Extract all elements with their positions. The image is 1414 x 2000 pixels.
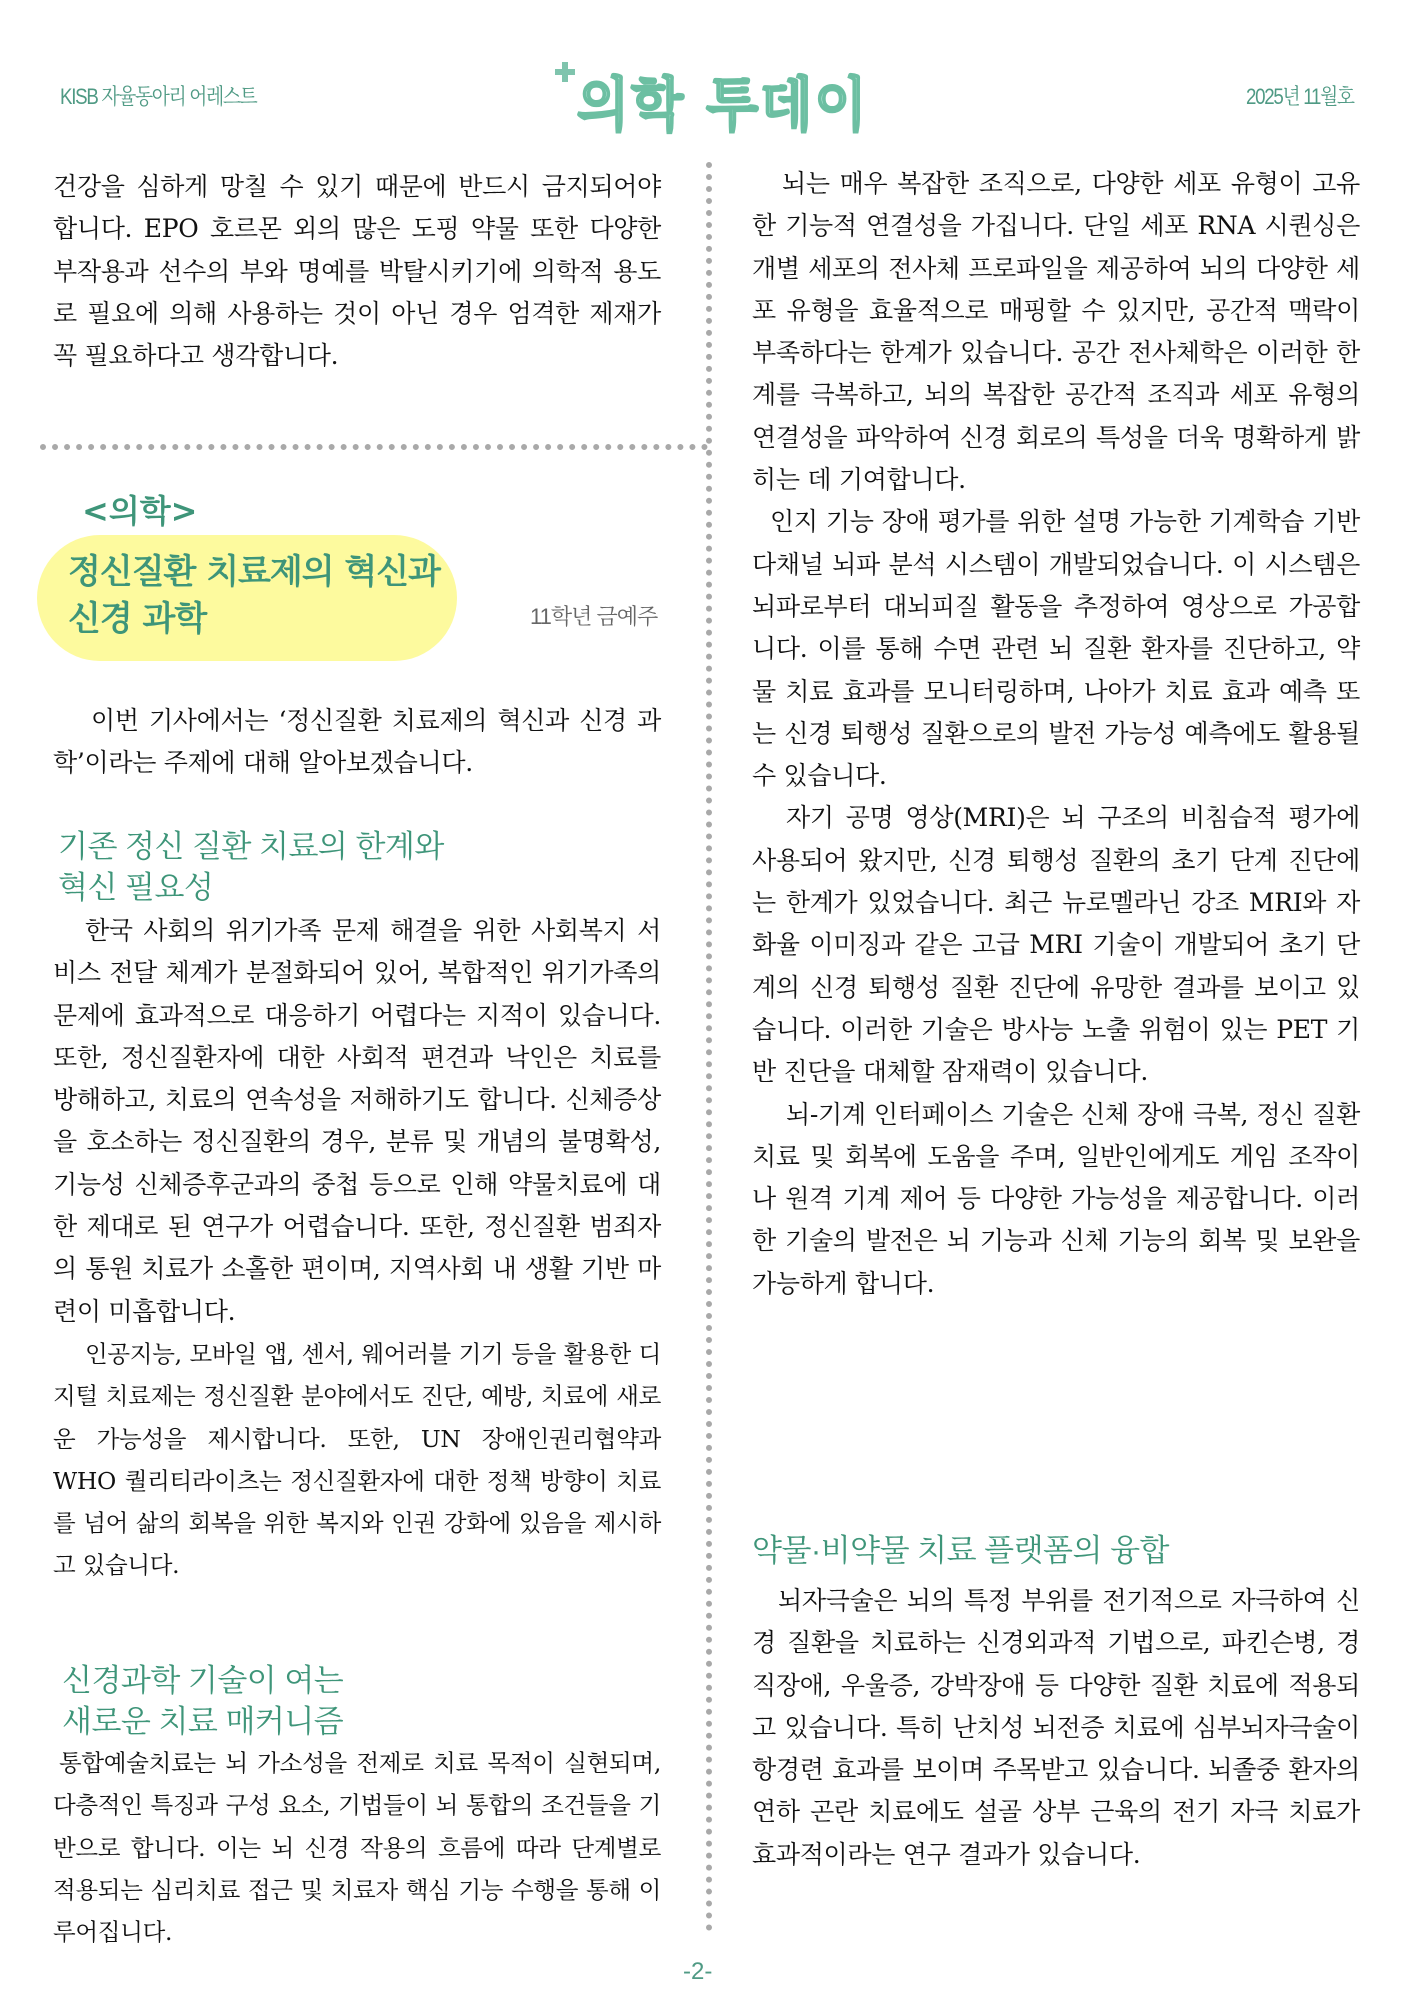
medical-plus-icon [555,62,575,82]
section-heading-1-line1: 기존 정신 질환 치료의 한계와 [58,829,444,864]
article-title [68,549,440,643]
issue-date: 2025년 11월호 [1246,84,1354,109]
section-3-body [752,1580,1360,1876]
section-1-paragraph-1: 한국 사회의 위기가족 문제 해결을 위한 사회복지 서비스 전달 체계가 분절화되어 있어, 복합적인 위기가족의 문제에 효과적으로 대응하기 어렵다는 지적이 있습니다. 또한, 정신질환자에 대한 사회적 편견과 낙인은 치료를 방해하고, 치료의 연속성을 저해하기도 합니다. 신체증상을 호소하는 정신질환의 경우, 분류 및 개념의 불명확성, 기능성 신체증후군과의 중첩 등으로 인해 약물치료에 대한 제대로 된 연구가 어렵습니다. 또한, 정신질환 범죄자의 통원 치료가 소홀한 편이며, 지역사회 내 생활 기반 마련이 미흡합니다. [53,916,661,1326]
club-name: KISB 자율동아리 어레스트 [60,84,257,109]
right-paragraph-1: 뇌는 매우 복잡한 조직으로, 다양한 세포 유형이 고유한 기능적 연결성을 가집니다. 단일 세포 RNA 시퀀싱은 개별 세포의 전사체 프로파일을 제공하여 뇌의 다양한 세포 유형을 효율적으로 매핑할 수 있지만, 공간적 맥락이 부족하다는 한계가 있습니다. 공간 전사체학은 이러한 한계를 극복하고, 뇌의 복잡한 공간적 조직과 세포 유형의 연결성을 파악하여 신경 회로의 특성을 더욱 명확하게 밝히는 데 기여합니다. [752,169,1360,495]
right-paragraph-4: 뇌-기계 인터페이스 기술은 신체 장애 극복, 정신 질환 치료 및 회복에 도움을 주며, 일반인에게도 게임 조작이나 원격 기계 제어 등 다양한 가능성을 제공합니다. 이러한 기술의 발전은 뇌 기능과 신체 기능의 회복 및 보완을 가능하게 합니다. [752,1099,1360,1298]
newsletter-title: 의학 투데이 [577,70,869,139]
section-heading-2-line2: 새로운 치료 매커니즘 [62,1704,344,1739]
article-category: <의학> [82,492,198,530]
section-1-paragraph-2: 인공지능, 모바일 앱, 센서, 웨어러블 기기 등을 활용한 디지털 치료제는 정신질환 분야에서도 진단, 예방, 치료에 새로운 가능성을 제시합니다. 또한, UN 장애인권리협약과 WHO 퀄리티라이츠는 정신질환자에 대한 정책 방향이 치료를 넘어 삶의 회복을 위한 복지와 인권 강화에 있음을 제시하고 있습니다. [53,1339,661,1580]
right-paragraph-2: 인지 기능 장애 평가를 위한 설명 가능한 기계학습 기반 다채널 뇌파 분석 시스템이 개발되었습니다. 이 시스템은 뇌파로부터 대뇌피질 활동을 추정하여 영상으로 가공합니다. 이를 통해 수면 관련 뇌 질환 환자를 진단하고, 약물 치료 효과를 모니터링하며, 나아가 치료 효과 예측 또는 신경 퇴행성 질환으로의 발전 가능성 예측에도 활용될 수 있습니다. [752,507,1360,791]
section-heading-2 [62,1660,343,1742]
page-header [0,0,1414,160]
intro-paragraph: 이번 기사에서는 ‘정신질환 치료제의 혁신과 신경 과학’이라는 주제에 대해 알아보겠습니다. [53,706,661,778]
article-divider [40,444,708,450]
section-1-body [53,910,661,1587]
right-paragraph-3: 자기 공명 영상(MRI)은 뇌 구조의 비침습적 평가에 사용되어 왔지만, 신경 퇴행성 질환의 초기 단계 진단에는 한계가 있었습니다. 최근 뉴로멜라닌 강조 MRI와 자화율 이미징과 같은 고급 MRI 기술이 개발되어 초기 단계의 신경 퇴행성 질환 진단에 유망한 결과를 보이고 있습니다. 이러한 기술은 방사능 노출 위험이 있는 PET 기반 진단을 대체할 잠재력이 있습니다. [752,803,1360,1087]
section-2-body [53,1742,661,1953]
article-intro [53,700,661,785]
section-heading-1-line2: 혁신 필요성 [58,870,214,905]
article-title-line1: 정신질환 치료제의 혁신과 [68,552,440,592]
previous-article-continuation [53,166,661,377]
article-title-line2: 신경 과학 [68,599,207,639]
column-divider [706,162,712,1932]
page-number: -2- [683,1958,713,1985]
section-heading-3: 약물·비약물 치료 플랫폼의 융합 [752,1533,1169,1568]
continued-paragraph: 건강을 심하게 망칠 수 있기 때문에 반드시 금지되어야 합니다. EPO 호르몬 외의 많은 도핑 약물 또한 다양한 부작용과 선수의 부와 명예를 박탈시키기에 의학적 용도로 필요에 의해 사용하는 것이 아닌 경우 엄격한 제재가 꼭 필요하다고 생각합니다. [53,172,661,371]
section-heading-1 [58,826,444,908]
right-column-body [752,163,1360,1305]
section-3-paragraph-1: 뇌자극술은 뇌의 특정 부위를 전기적으로 자극하여 신경 질환을 치료하는 신경외과적 기법으로, 파킨슨병, 경직장애, 우울증, 강박장애 등 다양한 질환 치료에 적용되고 있습니다. 특히 난치성 뇌전증 치료에 심부뇌자극술이 항경련 효과를 보이며 주목받고 있습니다. 뇌졸중 환자의 연하 곤란 치료에도 설골 상부 근육의 전기 자극 치료가 효과적이라는 연구 결과가 있습니다. [752,1586,1360,1869]
section-heading-2-line1: 신경과학 기술이 여는 [62,1663,344,1698]
section-2-paragraph-1: 통합예술치료는 뇌 가소성을 전제로 치료 목적이 실현되며, 다층적인 특징과 구성 요소, 기법들이 뇌 통합의 조건들을 기반으로 합니다. 이는 뇌 신경 작용의 흐름에 따라 단계별로 적용되는 심리치료 접근 및 치료자 핵심 기능 수행을 통해 이루어집니다. [53,1749,661,1947]
author-byline: 11학년 금예주 [530,604,658,629]
